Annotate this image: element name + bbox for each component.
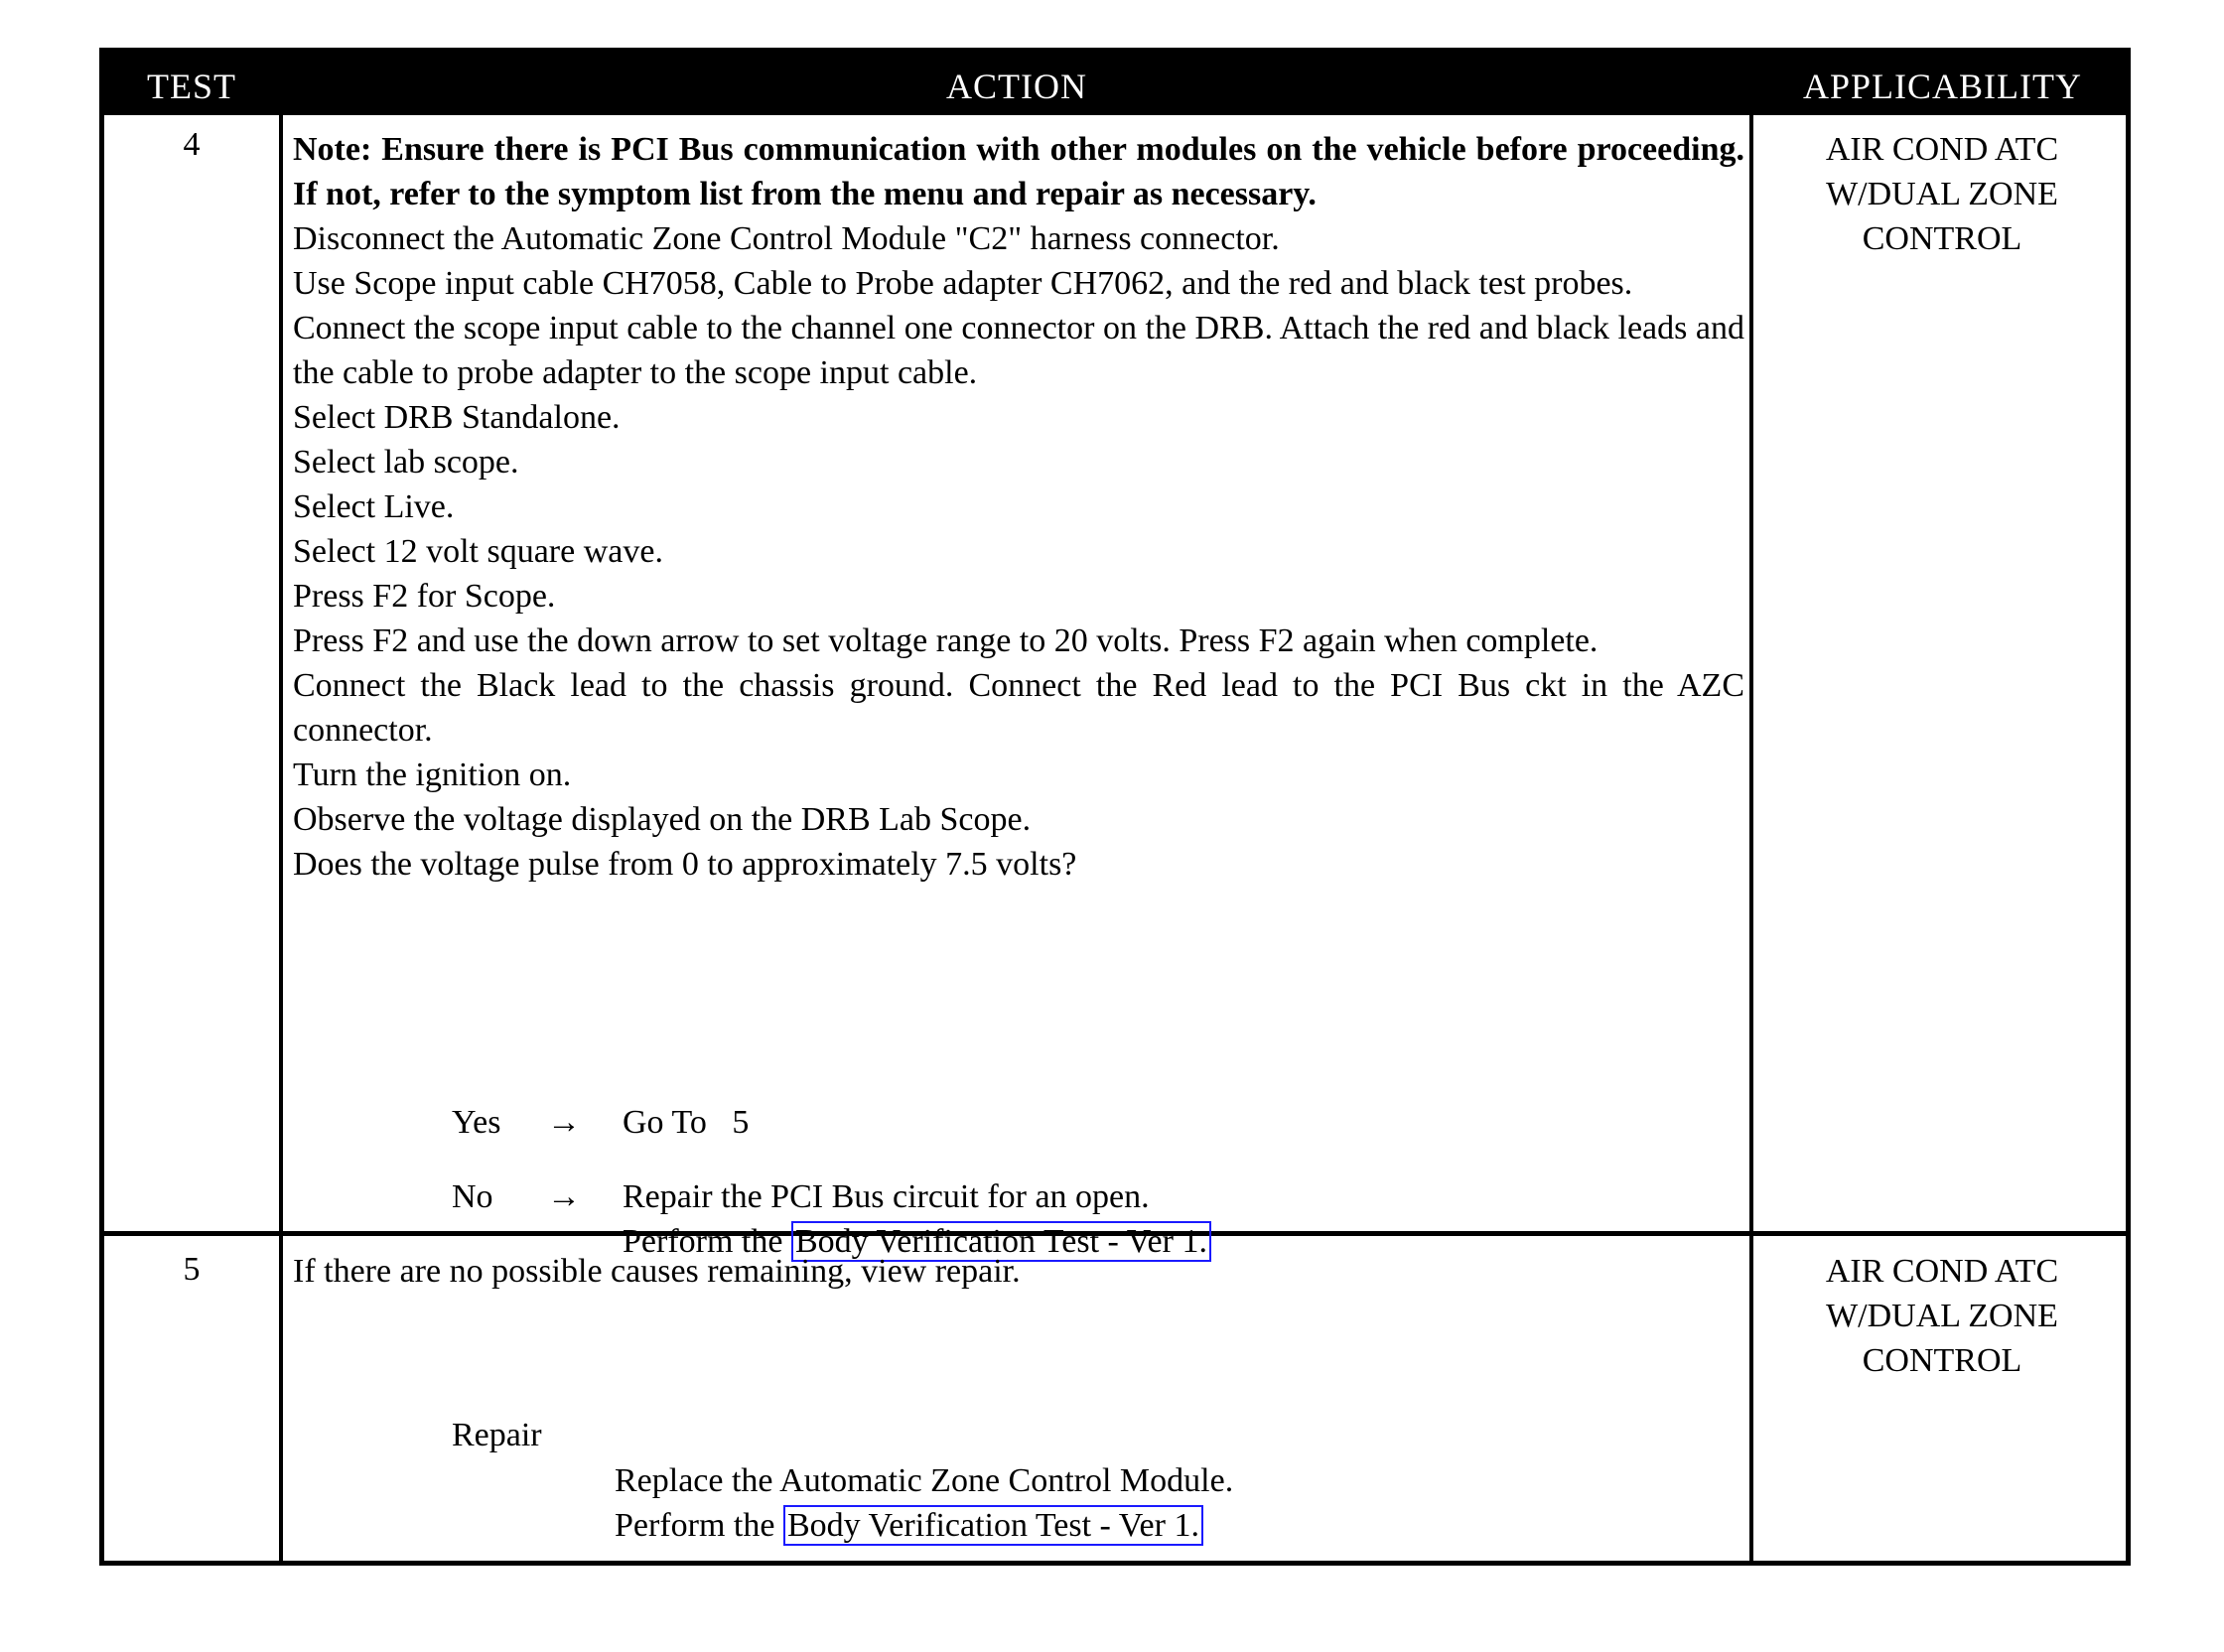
applicability-line: AIR COND ATC	[1825, 131, 2059, 168]
yes-result: Go To 5	[623, 1104, 750, 1141]
step: Connect the Black lead to the chassis ground. Connect the Red lead to the PCI Bus ckt in the AZC connector.	[293, 667, 1744, 749]
arrow-right-icon: →	[547, 1178, 581, 1215]
step: Press F2 for Scope.	[293, 578, 556, 615]
note-text: Note: Ensure there is PCI Bus communication with other modules on the vehicle before proceeding. If not, refer to the symptom list from the menu and repair as necessary.	[293, 131, 1744, 212]
applicability-line: AIR COND ATC	[1825, 1253, 2059, 1290]
applicability-test-5	[1753, 1249, 2131, 1383]
perform-prefix: Perform the	[615, 1507, 775, 1544]
step: Turn the ignition on.	[293, 757, 572, 793]
applicability-line: CONTROL	[1862, 220, 2022, 257]
no-label: No	[452, 1178, 493, 1215]
action-text-test-5: If there are no possible causes remaining, view repair.	[293, 1253, 1021, 1290]
body-verification-test-link[interactable]: Body Verification Test - Ver 1.	[783, 1505, 1203, 1546]
step: Select 12 volt square wave.	[293, 533, 663, 570]
applicability-line: CONTROL	[1862, 1342, 2022, 1379]
header-action: ACTION	[946, 67, 1087, 106]
no-result: Repair the PCI Bus circuit for an open.	[623, 1178, 1150, 1215]
table-header	[104, 53, 2126, 115]
step: Does the voltage pulse from 0 to approximately 7.5 volts?	[293, 846, 1077, 883]
perform-prefix: Perform the	[623, 1223, 783, 1260]
header-test: TEST	[147, 67, 236, 106]
arrow-right-icon: →	[547, 1104, 581, 1141]
step: Press F2 and use the down arrow to set voltage range to 20 volts. Press F2 again when complete.	[293, 622, 1598, 659]
repair-label: Repair	[452, 1417, 542, 1453]
step: Connect the scope input cable to the channel one connector on the DRB. Attach the red and black leads and the cable to probe adapter to the scope input cable.	[293, 310, 1744, 391]
repair-perform-line	[615, 1503, 1203, 1548]
test-number: 4	[183, 126, 201, 163]
action-cell-test-4	[293, 127, 1744, 887]
column-divider	[279, 115, 283, 1561]
applicability-test-4	[1753, 127, 2131, 261]
step: Select DRB Standalone.	[293, 399, 621, 436]
body-verification-test-link[interactable]: Body Verification Test - Ver 1.	[791, 1221, 1211, 1262]
step: Disconnect the Automatic Zone Control Module "C2" harness connector.	[293, 220, 1280, 257]
step: Select Live.	[293, 488, 455, 525]
step: Observe the voltage displayed on the DRB Lab Scope.	[293, 801, 1032, 838]
header-applicability: APPLICABILITY	[1803, 67, 2082, 106]
diagnostic-table	[99, 48, 2131, 1566]
applicability-line: W/DUAL ZONE	[1826, 1298, 2058, 1334]
test-number: 5	[183, 1251, 201, 1288]
repair-text: Replace the Automatic Zone Control Module.	[615, 1462, 1234, 1499]
applicability-line: W/DUAL ZONE	[1826, 176, 2058, 212]
step: Use Scope input cable CH7058, Cable to Probe adapter CH7062, and the red and black test probes.	[293, 265, 1633, 302]
yes-label: Yes	[452, 1104, 501, 1141]
step: Select lab scope.	[293, 444, 519, 481]
